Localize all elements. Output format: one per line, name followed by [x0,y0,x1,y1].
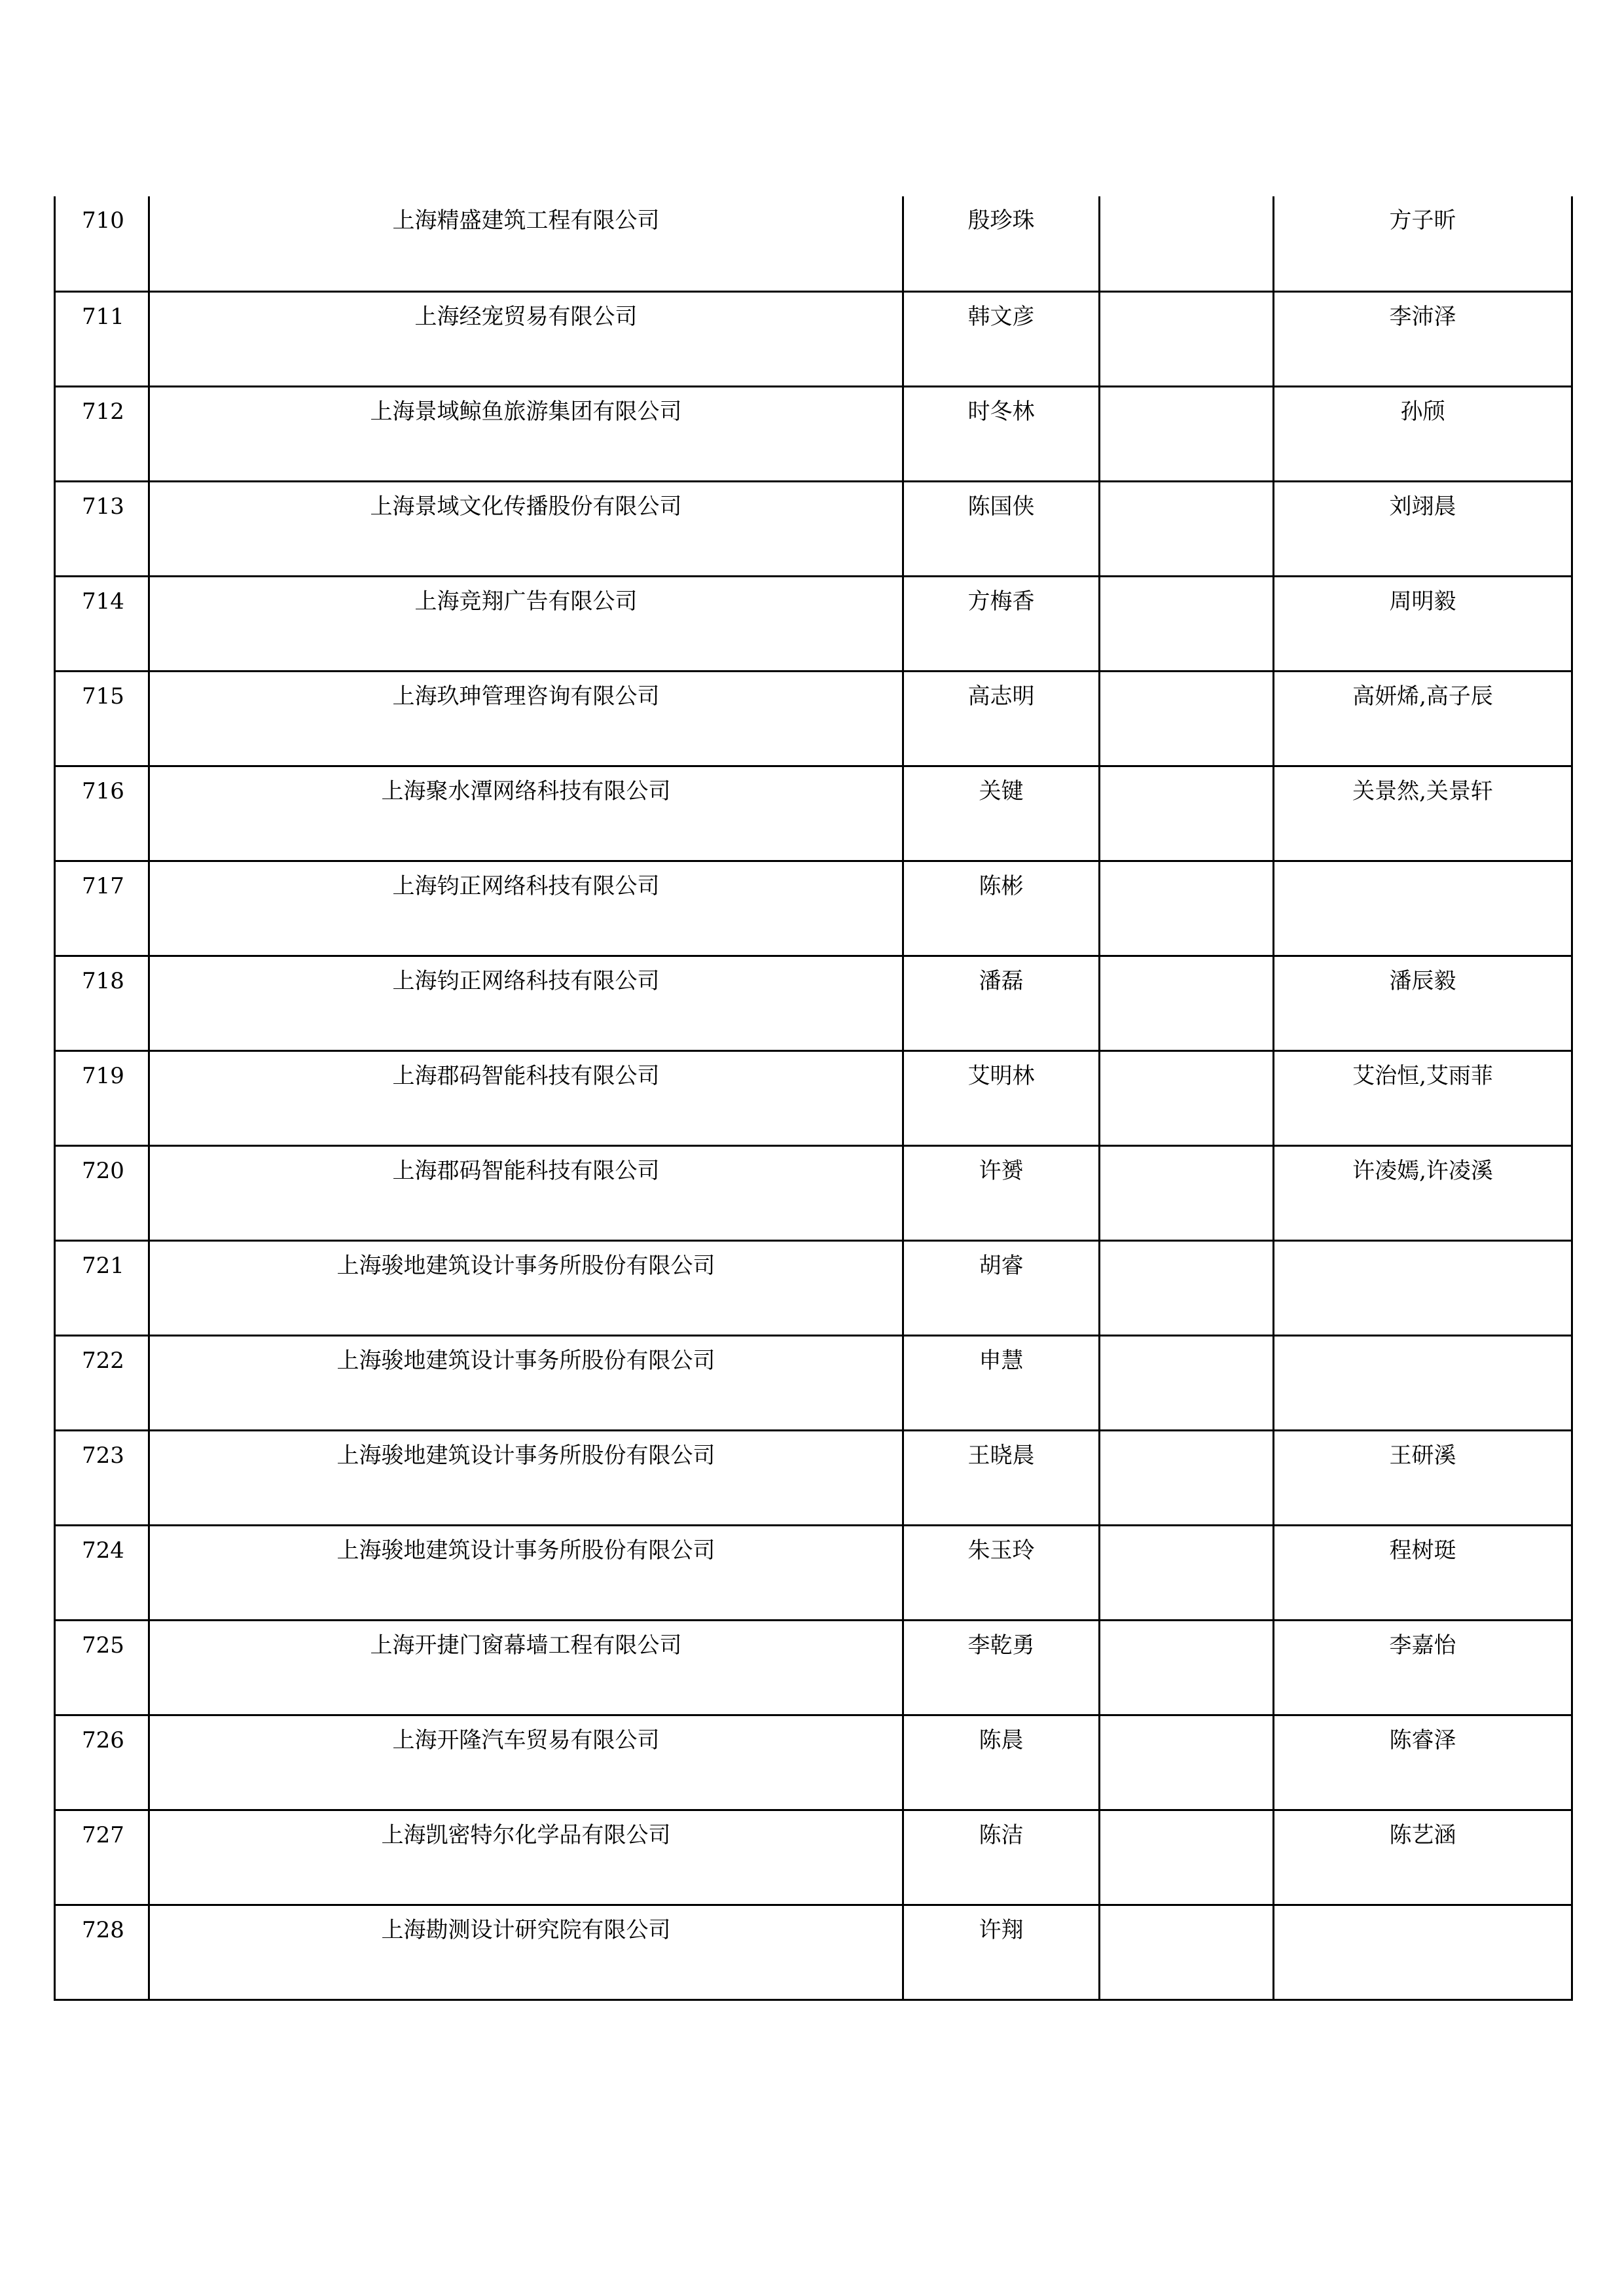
company-name: 上海郡码智能科技有限公司 [392,1062,660,1089]
person-name: 韩文彦 [967,303,1035,330]
person-name: 陈洁 [979,1821,1024,1848]
person-cell [903,1620,1100,1715]
empty-value [1100,1621,1272,1634]
row-number: 720 [82,1157,124,1184]
person-name: 王晓晨 [967,1442,1035,1469]
person-name: 高志明 [967,683,1035,709]
empty-cell [1100,1430,1274,1525]
relatives-names: 程树珽 [1389,1537,1456,1564]
row-number-cell [55,956,149,1050]
person-cell [903,1810,1100,1905]
table-row [55,481,1572,576]
relatives-cell [1274,1430,1572,1525]
empty-cell [1100,1810,1274,1905]
roster-table-body [55,196,1572,2000]
empty-value [1100,1147,1272,1160]
table-row [55,1715,1572,1810]
company-cell [149,576,903,671]
table-row [55,1810,1572,1905]
person-name: 李乾勇 [967,1632,1035,1659]
company-cell [149,386,903,481]
person-cell [903,1335,1100,1430]
company-name: 上海经宠贸易有限公司 [414,303,638,330]
empty-value [1100,1242,1272,1255]
relatives-names: 刘翊晨 [1389,493,1456,520]
row-number: 714 [82,588,124,615]
company-cell [149,1810,903,1905]
table-row [55,671,1572,766]
company-name: 上海骏地建筑设计事务所股份有限公司 [336,1252,715,1279]
company-name: 上海骏地建筑设计事务所股份有限公司 [336,1442,715,1469]
person-cell [903,481,1100,576]
person-name: 胡睿 [979,1252,1024,1279]
person-name: 朱玉玲 [967,1537,1035,1564]
relatives-names: 李嘉怡 [1389,1632,1456,1659]
person-cell [903,1430,1100,1525]
relatives-names: 孙颀 [1400,398,1445,425]
row-number: 713 [82,493,124,520]
empty-value [1100,1906,1272,1919]
empty-cell [1100,671,1274,766]
row-number: 710 [82,207,124,234]
person-cell [903,766,1100,861]
person-cell [903,1715,1100,1810]
row-number-cell [55,1905,149,2000]
empty-cell [1100,196,1274,291]
row-number-cell [55,861,149,956]
row-number-cell [55,1050,149,1145]
company-name: 上海骏地建筑设计事务所股份有限公司 [336,1537,715,1564]
person-name: 许赟 [979,1157,1024,1184]
relatives-names: 陈睿泽 [1389,1727,1456,1753]
person-name: 申慧 [979,1347,1024,1374]
company-name: 上海聚水潭网络科技有限公司 [381,778,671,804]
empty-value [1100,196,1272,209]
row-number-cell [55,1715,149,1810]
empty-cell [1100,956,1274,1050]
table-row [55,1525,1572,1620]
relatives-cell [1274,481,1572,576]
relatives-cell [1274,1525,1572,1620]
empty-cell [1100,1145,1274,1240]
empty-value [1100,1526,1272,1539]
company-name: 上海开隆汽车贸易有限公司 [392,1727,660,1753]
relatives-cell [1274,386,1572,481]
empty-value [1100,672,1272,685]
empty-cell [1100,1905,1274,2000]
relatives-names: 关景然,关景轩 [1352,778,1493,804]
company-cell [149,861,903,956]
table-row [55,1620,1572,1715]
company-name: 上海景域鲸鱼旅游集团有限公司 [370,398,682,425]
roster-table [54,196,1573,2001]
table-row [55,1335,1572,1430]
table-row [55,1050,1572,1145]
empty-value [1100,1431,1272,1444]
empty-value [1100,387,1272,401]
company-name: 上海凯密特尔化学品有限公司 [381,1821,671,1848]
empty-value [1100,482,1272,495]
company-name: 上海竞翔广告有限公司 [414,588,638,615]
company-name: 上海玖珅管理咨询有限公司 [392,683,660,709]
row-number: 716 [82,778,124,804]
relatives-cell [1274,1715,1572,1810]
person-cell [903,861,1100,956]
table-row [55,1240,1572,1335]
table-row [55,1430,1572,1525]
empty-cell [1100,481,1274,576]
empty-value [1100,957,1272,970]
relatives-cell [1274,766,1572,861]
empty-value [1100,1716,1272,1729]
row-number: 725 [82,1632,124,1659]
company-cell [149,1620,903,1715]
row-number: 717 [82,872,124,899]
relatives-names: 许凌嫣,许凌溪 [1352,1157,1493,1184]
empty-cell [1100,1620,1274,1715]
relatives-cell [1274,671,1572,766]
relatives-cell [1274,1810,1572,1905]
relatives-names: 方子昕 [1389,207,1456,234]
empty-value [1100,577,1272,590]
empty-cell [1100,1715,1274,1810]
row-number-cell [55,1620,149,1715]
row-number: 722 [82,1347,124,1374]
relatives-cell [1274,1620,1572,1715]
empty-value [1100,293,1272,306]
relatives-names: 王研溪 [1389,1442,1456,1469]
table-row [55,766,1572,861]
company-cell [149,1715,903,1810]
empty-value [1100,767,1272,780]
row-number-cell [55,671,149,766]
row-number-cell [55,1525,149,1620]
person-name: 艾明林 [967,1062,1035,1089]
empty-value [1100,1811,1272,1824]
person-name: 关键 [979,778,1024,804]
relatives-names: 艾治恒,艾雨菲 [1352,1062,1493,1089]
row-number: 721 [82,1252,124,1279]
row-number: 728 [82,1916,124,1943]
relatives-names: 潘辰毅 [1389,967,1456,994]
person-name: 陈晨 [979,1727,1024,1753]
company-name: 上海勘测设计研究院有限公司 [381,1916,671,1943]
person-name: 陈国侠 [967,493,1035,520]
relatives-names [1274,1906,1571,1919]
relatives-cell [1274,291,1572,386]
relatives-names: 高妍烯,高子辰 [1352,683,1493,709]
company-cell [149,1335,903,1430]
row-number-cell [55,481,149,576]
company-cell [149,291,903,386]
row-number: 711 [82,303,124,330]
empty-cell [1100,576,1274,671]
empty-cell [1100,1335,1274,1430]
row-number-cell [55,1430,149,1525]
relatives-cell [1274,1145,1572,1240]
empty-cell [1100,291,1274,386]
company-name: 上海骏地建筑设计事务所股份有限公司 [336,1347,715,1374]
table-row [55,956,1572,1050]
row-number-cell [55,1810,149,1905]
empty-cell [1100,861,1274,956]
person-cell [903,386,1100,481]
empty-cell [1100,1050,1274,1145]
relatives-cell [1274,956,1572,1050]
person-cell [903,671,1100,766]
relatives-names [1274,862,1571,875]
empty-cell [1100,1240,1274,1335]
row-number-cell [55,1240,149,1335]
person-name: 时冬林 [967,398,1035,425]
relatives-cell [1274,196,1572,291]
relatives-names: 陈艺涵 [1389,1821,1456,1848]
row-number: 719 [82,1062,124,1089]
relatives-cell [1274,576,1572,671]
row-number: 718 [82,967,124,994]
table-row [55,196,1572,291]
row-number: 712 [82,398,124,425]
person-cell [903,1145,1100,1240]
person-name: 方梅香 [967,588,1035,615]
empty-value [1100,862,1272,875]
relatives-names: 周明毅 [1389,588,1456,615]
company-cell [149,1050,903,1145]
person-name: 许翔 [979,1916,1024,1943]
row-number: 727 [82,1821,124,1848]
row-number-cell [55,1145,149,1240]
company-cell [149,671,903,766]
company-cell [149,1430,903,1525]
company-cell [149,1145,903,1240]
person-name: 潘磊 [979,967,1024,994]
empty-value [1100,1052,1272,1065]
row-number-cell [55,196,149,291]
row-number-cell [55,386,149,481]
person-cell [903,576,1100,671]
table-row [55,386,1572,481]
relatives-names [1274,1242,1571,1255]
company-name: 上海钧正网络科技有限公司 [392,967,660,994]
row-number: 715 [82,683,124,709]
person-cell [903,196,1100,291]
row-number-cell [55,766,149,861]
company-cell [149,1905,903,2000]
row-number-cell [55,291,149,386]
company-name: 上海开捷门窗幕墙工程有限公司 [370,1632,682,1659]
company-name: 上海郡码智能科技有限公司 [392,1157,660,1184]
company-name: 上海钧正网络科技有限公司 [392,872,660,899]
company-cell [149,196,903,291]
row-number-cell [55,1335,149,1430]
table-row [55,1145,1572,1240]
empty-cell [1100,386,1274,481]
row-number: 723 [82,1442,124,1469]
table-row [55,291,1572,386]
empty-value [1100,1336,1272,1350]
empty-cell [1100,1525,1274,1620]
company-name: 上海景域文化传播股份有限公司 [370,493,682,520]
relatives-cell [1274,861,1572,956]
empty-cell [1100,766,1274,861]
table-row [55,576,1572,671]
table-row [55,1905,1572,2000]
company-cell [149,766,903,861]
relatives-cell [1274,1335,1572,1430]
relatives-names: 李沛泽 [1389,303,1456,330]
person-name: 殷珍珠 [967,207,1035,234]
table-row [55,861,1572,956]
person-cell [903,956,1100,1050]
company-cell [149,956,903,1050]
person-cell [903,1525,1100,1620]
row-number-cell [55,576,149,671]
relatives-cell [1274,1240,1572,1335]
relatives-cell [1274,1905,1572,2000]
person-cell [903,1240,1100,1335]
row-number: 726 [82,1727,124,1753]
company-cell [149,481,903,576]
relatives-names [1274,1336,1571,1350]
person-cell [903,1050,1100,1145]
person-name: 陈彬 [979,872,1024,899]
row-number: 724 [82,1537,124,1564]
relatives-cell [1274,1050,1572,1145]
company-cell [149,1240,903,1335]
person-cell [903,291,1100,386]
person-cell [903,1905,1100,2000]
company-cell [149,1525,903,1620]
company-name: 上海精盛建筑工程有限公司 [392,207,660,234]
